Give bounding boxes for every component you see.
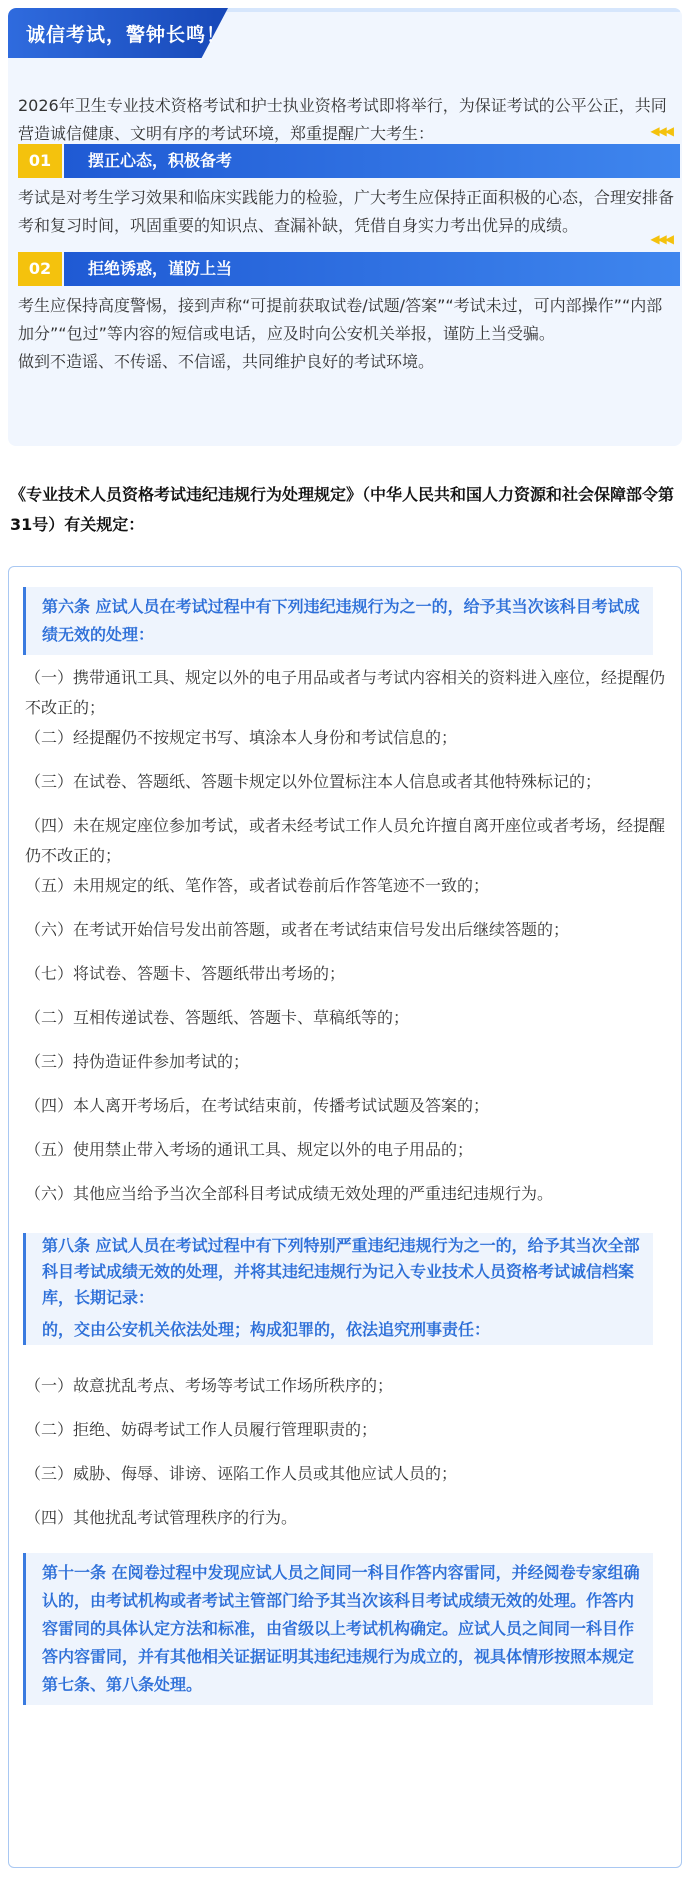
list-item: （四）其他扰乱考试管理秩序的行为。 (25, 1508, 298, 1527)
intro-text: 2026年卫生专业技术资格考试和护士执业资格考试即将举行，为保证考试的公平公正，共同营造诚信健康、文明有序的考试环境，郑重提醒广大考生： (18, 96, 667, 143)
list-item: （五）未用规定的纸、笔作答，或者试卷前后作答笔迹不一致的； (25, 876, 490, 895)
section-number: 02 (18, 252, 62, 286)
arrows-icon: ◀◀◀ (650, 124, 672, 138)
section-text-2: 考生应保持高度警惕，接到声称“可提前获取试卷/试题/答案”“考试未过，可内部操作”“内部加分”“包过”等内容的短信或电话，应及时向公安机关举报，谨防上当受骗。 (18, 296, 663, 343)
article-11-heading: 第十一条 在阅卷过程中发现应试人员之间同一科目作答内容雷同，并经阅卷专家组确认的，由考试机构或者考试主管部门给予其当次该科目考试成绩无效的处理。作答内容雷同的具体认定方法和标准，由省级以上考试机构确定。应试人员之间同一科目作答内容雷同，并有其他相关证据证明其违纪违规行为成立的，视具体情形按照本规定第七条、第八条处理。 (23, 1553, 653, 1705)
list-item: （二）拒绝、妨碍考试工作人员履行管理职责的； (25, 1420, 378, 1439)
section-label: 摆正心态，积极备考 (64, 144, 680, 178)
list-item: （一）携带通讯工具、规定以外的电子用品或者与考试内容相关的资料进入座位，经提醒仍不改正的； (25, 668, 666, 717)
section-number: 01 (18, 144, 62, 178)
banner (8, 8, 680, 58)
rules-box (8, 566, 682, 1868)
article-8-continuation: 的，交由公安机关依法处理；构成犯罪的，依法追究刑事责任： (23, 1317, 653, 1345)
list-item: （三）持伪造证件参加考试的； (25, 1052, 250, 1071)
list-item: （六）在考试开始信号发出前答题，或者在考试结束信号发出后继续答题的； (25, 920, 570, 939)
article-8-heading: 第八条 应试人员在考试过程中有下列特别严重违纪违规行为之一的，给予其当次全部科目考试成绩无效的处理，并将其违纪违规行为记入专业技术人员资格考试诚信档案库，长期记录： (23, 1233, 653, 1319)
notice-card (8, 8, 682, 446)
list-item: （四）本人离开考场后，在考试结束前，传播考试试题及答案的； (25, 1096, 490, 1115)
section-header-1 (18, 124, 680, 178)
list-item: （五）使用禁止带入考场的通讯工具、规定以外的电子用品的； (25, 1140, 474, 1159)
list-item: （二）互相传递试卷、答题纸、答题卡、草稿纸等的； (25, 1008, 410, 1027)
section-text-2b: 做到不造谣、不传谣、不信谣，共同维护良好的考试环境。 (18, 352, 435, 371)
banner-title: 诚信考试，警钟长鸣！ (26, 24, 227, 46)
list-item: （七）将试卷、答题卡、答题纸带出考场的； (25, 964, 346, 983)
list-item: （六）其他应当给予当次全部科目考试成绩无效处理的严重违纪违规行为。 (25, 1184, 554, 1203)
section-header-2 (18, 232, 680, 286)
regulation-title: 《专业技术人员资格考试违纪违规行为处理规定》（中华人民共和国人力资源和社会保障部令第31号）有关规定： (10, 485, 675, 534)
section-label: 拒绝诱惑，谨防上当 (64, 252, 680, 286)
arrows-icon: ◀◀◀ (650, 232, 672, 246)
list-item: （四）未在规定座位参加考试，或者未经考试工作人员允许擅自离开座位或者考场，经提醒仍不改正的； (25, 816, 666, 865)
list-item: （三）威胁、侮辱、诽谤、诬陷工作人员或其他应试人员的； (25, 1464, 458, 1483)
list-item: （二）经提醒仍不按规定书写、填涂本人身份和考试信息的； (25, 728, 458, 747)
article-6-heading: 第六条 应试人员在考试过程中有下列违纪违规行为之一的，给予其当次该科目考试成绩无效的处理： (23, 587, 653, 655)
section-text-1: 考试是对考生学习效果和临床实践能力的检验，广大考生应保持正面积极的心态，合理安排备考和复习时间，巩固重要的知识点、查漏补缺，凭借自身实力考出优异的成绩。 (18, 188, 675, 235)
list-item: （三）在试卷、答题纸、答题卡规定以外位置标注本人信息或者其他特殊标记的； (25, 772, 602, 791)
list-item: （一）故意扰乱考点、考场等考试工作场所秩序的； (25, 1376, 394, 1395)
